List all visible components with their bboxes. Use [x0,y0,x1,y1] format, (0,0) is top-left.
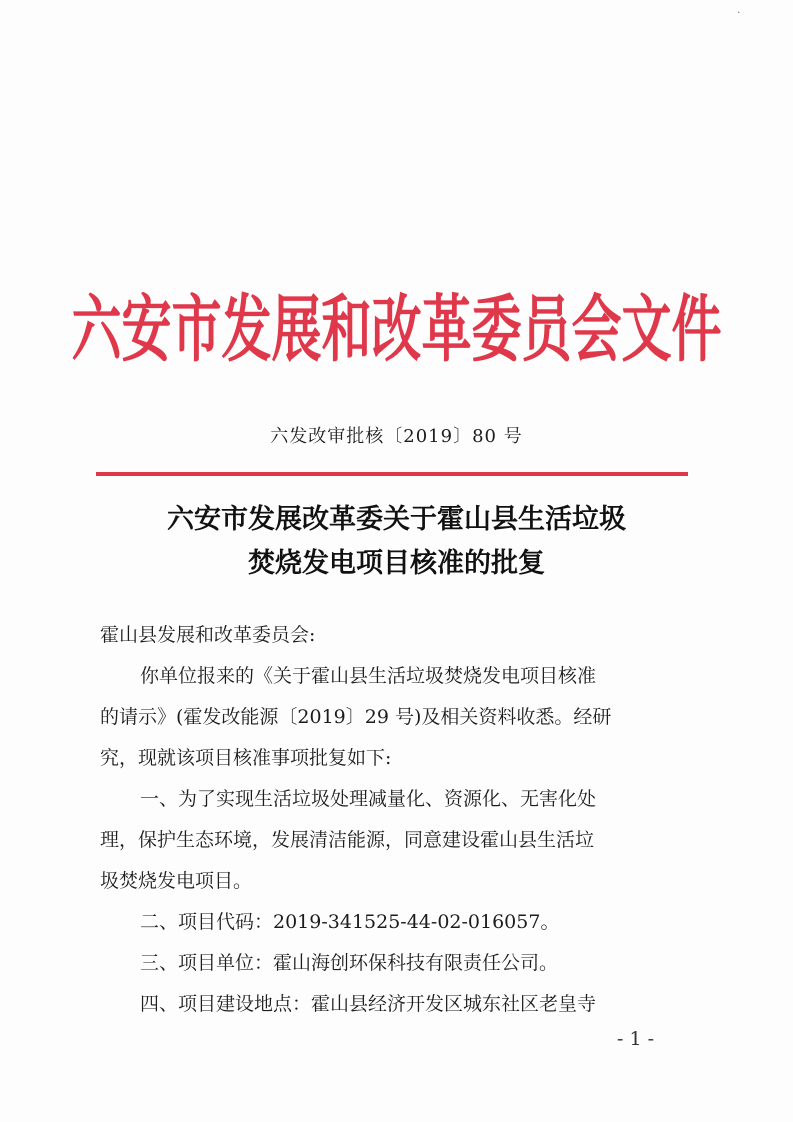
issuer-header-title: 六安市发展和改革委员会文件 [71,287,722,373]
addressee-line: 霍山县发展和改革委员会: [100,624,316,646]
body-line: 的请示》(霍发改能源〔2019〕29 号)及相关资料收悉。经研 [100,706,612,728]
body-line: 究，现就该项目核准事项批复如下: [100,747,392,769]
body-line: 圾焚烧发电项目。 [100,870,253,892]
body-line: 四、项目建设地点：霍山县经济开发区城东社区老皇寺 [140,993,597,1015]
corner-mark: · [737,6,741,19]
document-body [100,615,690,1025]
page-number: - 1 - [617,1028,655,1050]
red-divider-line [96,472,688,476]
subject-line-1: 六安市发展改革委关于霍山县生活垃圾 [167,504,626,535]
body-line: 三、项目单位：霍山海创环保科技有限责任公司。 [140,952,559,974]
body-line: 一、为了实现生活垃圾处理减量化、资源化、无害化处 [140,788,597,810]
body-line: 二、项目代码：2019-341525-44-02-016057。 [140,911,560,933]
subject-line-2: 焚烧发电项目核准的批复 [248,548,545,579]
document-subject [0,498,793,586]
body-line: 理，保护生态环境，发展清洁能源，同意建设霍山县生活垃 [100,829,595,851]
document-number: 六发改审批核〔2019〕80 号 [270,426,523,447]
body-line: 你单位报来的《关于霍山县生活垃圾焚烧发电项目核准 [140,665,597,687]
